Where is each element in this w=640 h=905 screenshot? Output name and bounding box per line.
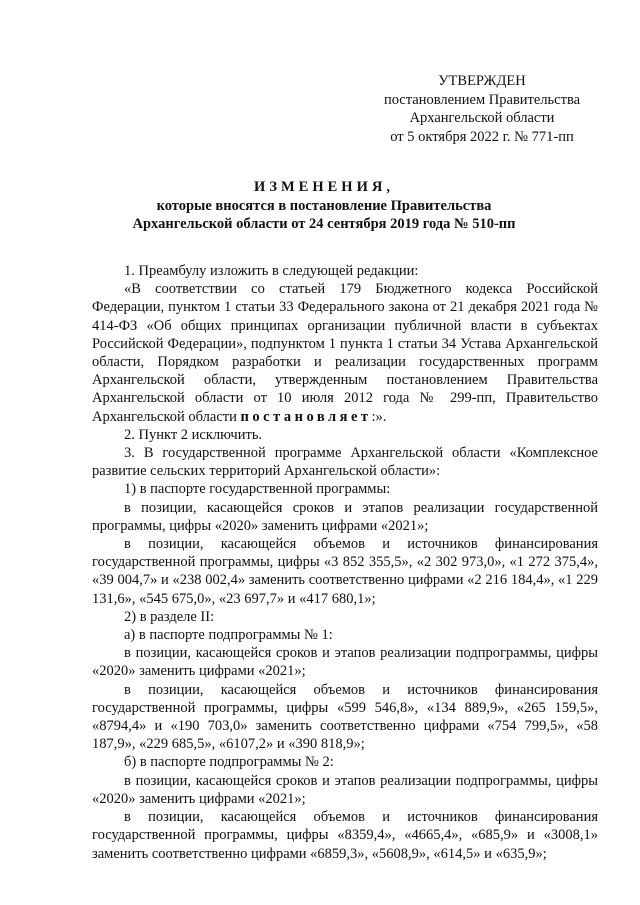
approval-block: [362, 72, 602, 146]
approval-line-2: постановлением Правительства: [383, 91, 581, 108]
title-heading: ИЗМЕНЕНИЯ,: [254, 179, 394, 195]
title-line-2: которые вносятся в постановление Правительства: [156, 197, 492, 214]
document-title: [90, 178, 558, 234]
paragraph-11: в позиции, касающейся объемов и источников финансирования государственной программы, цифры «599 546,8», «134 889,9», «265 159,5», «8794,4» и «190 703,0» заменить соответственно цифрами «754 799,5», «58 187,9», «229 685,5», «6107,2» и «390 818,9»;: [92, 681, 598, 753]
document-body: [92, 262, 598, 863]
approval-line-1: УТВЕРЖДЕН: [438, 73, 526, 89]
paragraph-1: 1. Преамбулу изложить в следующей редакции:: [124, 263, 419, 279]
paragraph-4: 3. В государственной программе Архангельской области «Комплексное развитие сельских территорий Архангельской области»:: [92, 445, 598, 480]
paragraph-12: б) в паспорте подпрограммы № 2:: [124, 754, 334, 771]
paragraph-8: 2) в разделе II:: [124, 608, 215, 625]
paragraph-13: в позиции, касающейся сроков и этапов реализации подпрограммы, цифры «2020» заменить цифрами «2021»;: [92, 772, 598, 807]
approval-line-4: от 5 октября 2022 г. № 771-пп: [390, 128, 574, 145]
paragraph-6: в позиции, касающейся сроков и этапов реализации государственной программы, цифры «2020» заменить цифрами «2021»;: [92, 499, 598, 534]
title-line-3: Архангельской области от 24 сентября 2019 года № 510-пп: [132, 216, 516, 232]
paragraph-5: 1) в паспорте государственной программы:: [124, 481, 391, 498]
paragraph-3: 2. Пункт 2 исключить.: [124, 426, 263, 443]
paragraph-14: в позиции, касающейся объемов и источников финансирования государственной программы, цифры «8359,4», «4665,4», «685,9» и «3008,1» заменить соответственно цифрами «6859,3», «5608,9», «614,5» и «635,9»;: [92, 809, 598, 862]
paragraph-9: а) в паспорте подпрограммы № 1:: [124, 627, 333, 644]
preamble-text: «В соответствии со статьей 179 Бюджетного кодекса Российской Федерации, пунктом 1 статьи 33 Федерального закона от 21 декабря 2021 года № 414-ФЗ «Об общих принципах организации публичной власти в субъектах Российской Федерации», подпунктом 1 пункта 1 статьи 34 Устава Архангельской области, Порядком разработки и реализации государственных программ Архангельской области, утвержденным постановлением Правительства Архангельской области от 10 июля 2012 года № 299-пп, Правительство Архангельской области: [92, 281, 598, 425]
paragraph-7: в позиции, касающейся объемов и источников финансирования государственной программы, цифры «3 852 355,5», «2 302 973,0», «1 272 375,4», «39 004,7» и «238 002,4» заменить соответственно цифрами «2 216 184,4», «1 229 131,6», «545 675,0», «23 697,7» и «417 680,1»;: [92, 536, 598, 607]
paragraph-10: в позиции, касающейся сроков и этапов реализации подпрограммы, цифры «2020» заменить цифрами «2021»;: [92, 645, 598, 680]
decree-word: постановляет: [240, 408, 372, 425]
paragraph-2: [92, 280, 598, 426]
decree-tail: :».: [371, 408, 387, 425]
approval-line-3: Архангельской области: [409, 110, 555, 126]
